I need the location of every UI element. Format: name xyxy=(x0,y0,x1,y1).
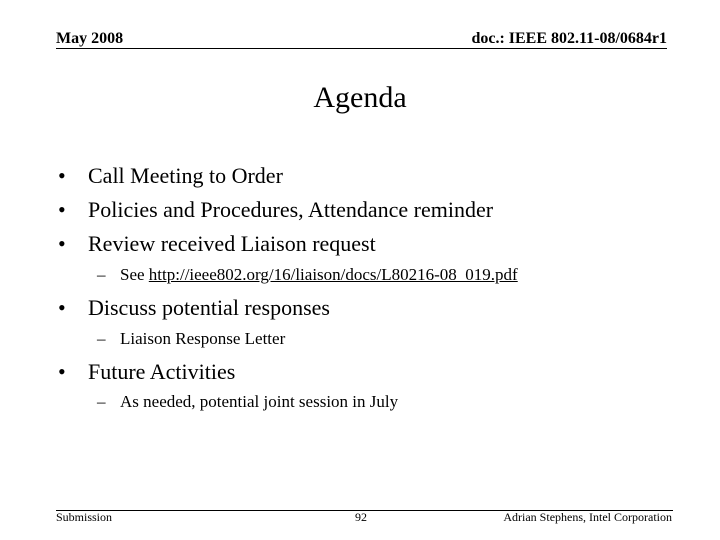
agenda-item xyxy=(58,163,283,189)
agenda-item-text: Review received Liaison request xyxy=(88,231,376,256)
header-doc-id: doc.: IEEE 802.11-08/0684r1 xyxy=(471,30,667,47)
footer-page-number: 92 xyxy=(355,510,367,524)
bullet-icon: • xyxy=(58,197,66,222)
agenda-subitem-text: Liaison Response Letter xyxy=(120,329,286,348)
agenda-item xyxy=(58,359,235,385)
dash-icon: – xyxy=(97,265,106,284)
agenda-item xyxy=(58,295,330,321)
agenda-subitem-text: As needed, potential joint session in July xyxy=(120,392,399,411)
header-date: May 2008 xyxy=(56,30,124,47)
bullet-icon: • xyxy=(58,295,66,320)
agenda-subitem xyxy=(97,329,285,349)
agenda-item-text: Future Activities xyxy=(88,359,236,384)
bullet-icon: • xyxy=(58,163,66,188)
agenda-subitem xyxy=(97,265,518,285)
bullet-icon: • xyxy=(58,231,66,256)
agenda-item xyxy=(58,231,376,257)
dash-icon: – xyxy=(97,392,106,411)
footer-author: Adrian Stephens, Intel Corporation xyxy=(503,510,672,524)
agenda-item xyxy=(58,197,493,223)
liaison-link[interactable]: http://ieee802.org/16/liaison/docs/L80216-08_019.pdf xyxy=(148,265,518,284)
footer-submission: Submission xyxy=(56,510,113,524)
agenda-item-text: Call Meeting to Order xyxy=(88,163,283,188)
agenda-item-text: Policies and Procedures, Attendance reminder xyxy=(88,197,494,222)
bullet-icon: • xyxy=(58,359,66,384)
subitem-prefix: See xyxy=(120,265,149,284)
slide-title: Agenda xyxy=(313,81,407,114)
dash-icon: – xyxy=(97,329,106,348)
agenda-item-text: Discuss potential responses xyxy=(88,295,330,320)
agenda-subitem xyxy=(97,392,398,412)
